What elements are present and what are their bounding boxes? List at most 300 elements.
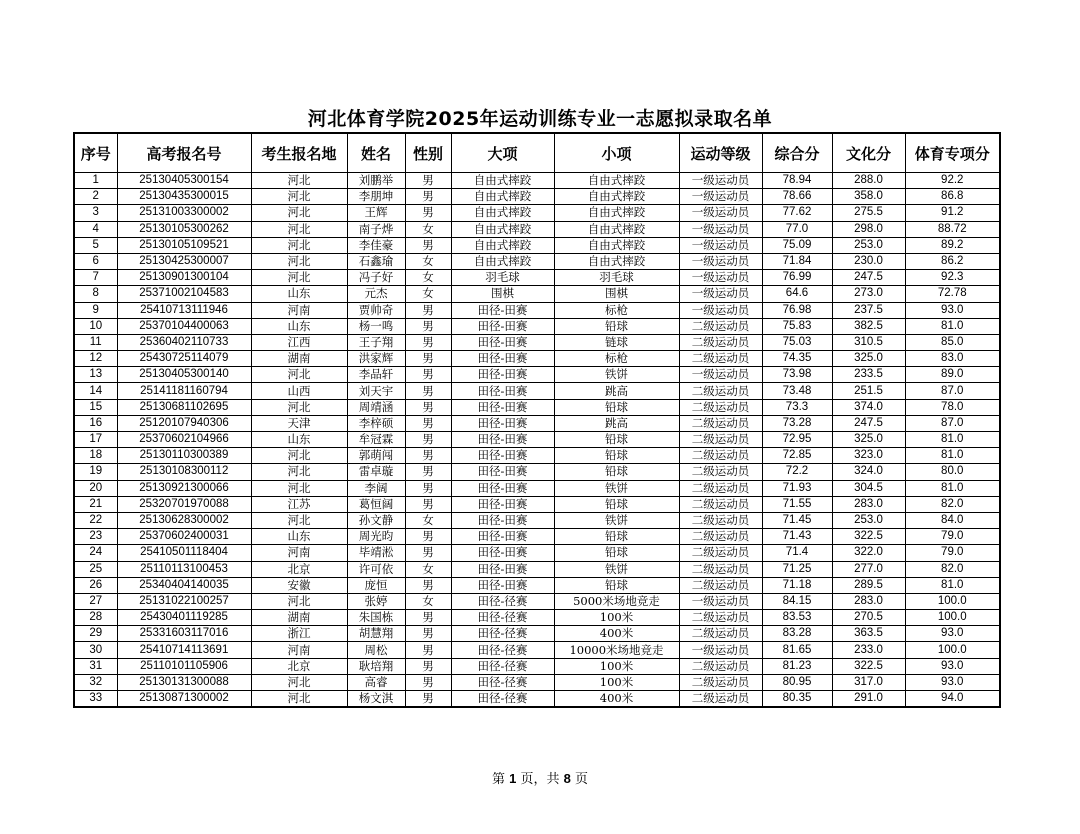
cell-gender: 女 bbox=[405, 593, 451, 609]
cell-total-score: 76.98 bbox=[762, 302, 832, 318]
cell-culture-score: 317.0 bbox=[832, 674, 905, 690]
cell-level: 一级运动员 bbox=[679, 237, 762, 253]
cell-total-score: 72.95 bbox=[762, 432, 832, 448]
table-row bbox=[74, 399, 1000, 415]
cell-level: 一级运动员 bbox=[679, 270, 762, 286]
cell-index: 3 bbox=[74, 205, 117, 221]
cell-exam-id: 25130105109521 bbox=[117, 237, 251, 253]
cell-name: 刘鹏举 bbox=[347, 173, 405, 189]
cell-level: 二级运动员 bbox=[679, 496, 762, 512]
cell-event: 5000米场地竞走 bbox=[554, 593, 679, 609]
cell-region: 安徽 bbox=[251, 577, 347, 593]
cell-name: 周光昀 bbox=[347, 529, 405, 545]
cell-event: 铅球 bbox=[554, 464, 679, 480]
cell-gender: 男 bbox=[405, 237, 451, 253]
cell-exam-id: 25430725114079 bbox=[117, 351, 251, 367]
col-header-region: 考生报名地 bbox=[251, 133, 347, 173]
table-row bbox=[74, 253, 1000, 269]
footer-total-pages: 8 bbox=[563, 771, 571, 786]
cell-event: 跳高 bbox=[554, 383, 679, 399]
cell-total-score: 71.25 bbox=[762, 561, 832, 577]
cell-culture-score: 291.0 bbox=[832, 691, 905, 708]
cell-index: 17 bbox=[74, 432, 117, 448]
cell-total-score: 84.15 bbox=[762, 593, 832, 609]
table-row bbox=[74, 577, 1000, 593]
cell-total-score: 83.53 bbox=[762, 610, 832, 626]
cell-level: 二级运动员 bbox=[679, 432, 762, 448]
cell-index: 16 bbox=[74, 415, 117, 431]
cell-name: 孙文静 bbox=[347, 512, 405, 528]
cell-sport-score: 84.0 bbox=[905, 512, 1000, 528]
cell-level: 二级运动员 bbox=[679, 351, 762, 367]
cell-culture-score: 298.0 bbox=[832, 221, 905, 237]
cell-region: 河南 bbox=[251, 545, 347, 561]
cell-level: 二级运动员 bbox=[679, 318, 762, 334]
cell-gender: 女 bbox=[405, 561, 451, 577]
cell-category: 田径-径赛 bbox=[451, 610, 554, 626]
cell-gender: 女 bbox=[405, 270, 451, 286]
col-header-name: 姓名 bbox=[347, 133, 405, 173]
cell-name: 王辉 bbox=[347, 205, 405, 221]
cell-sport-score: 89.0 bbox=[905, 367, 1000, 383]
cell-gender: 男 bbox=[405, 383, 451, 399]
cell-index: 10 bbox=[74, 318, 117, 334]
cell-event: 10000米场地竞走 bbox=[554, 642, 679, 658]
cell-region: 河北 bbox=[251, 464, 347, 480]
cell-name: 胡慧翔 bbox=[347, 626, 405, 642]
cell-region: 河北 bbox=[251, 173, 347, 189]
cell-name: 贾帅奇 bbox=[347, 302, 405, 318]
cell-total-score: 80.95 bbox=[762, 674, 832, 690]
cell-culture-score: 275.5 bbox=[832, 205, 905, 221]
page-footer bbox=[0, 768, 1080, 787]
cell-category: 田径-田赛 bbox=[451, 432, 554, 448]
cell-index: 21 bbox=[74, 496, 117, 512]
col-header-category: 大项 bbox=[451, 133, 554, 173]
cell-exam-id: 25131003300002 bbox=[117, 205, 251, 221]
cell-exam-id: 25410501118404 bbox=[117, 545, 251, 561]
cell-event: 围棋 bbox=[554, 286, 679, 302]
cell-category: 田径-田赛 bbox=[451, 545, 554, 561]
cell-gender: 男 bbox=[405, 189, 451, 205]
footer-middle: 页，共 bbox=[520, 772, 560, 787]
cell-sport-score: 87.0 bbox=[905, 383, 1000, 399]
cell-index: 13 bbox=[74, 367, 117, 383]
cell-name: 李佳豪 bbox=[347, 237, 405, 253]
cell-sport-score: 93.0 bbox=[905, 674, 1000, 690]
cell-region: 河北 bbox=[251, 270, 347, 286]
cell-sport-score: 80.0 bbox=[905, 464, 1000, 480]
table-row bbox=[74, 561, 1000, 577]
cell-region: 山东 bbox=[251, 432, 347, 448]
cell-category: 田径-田赛 bbox=[451, 383, 554, 399]
cell-level: 二级运动员 bbox=[679, 561, 762, 577]
cell-sport-score: 89.2 bbox=[905, 237, 1000, 253]
cell-level: 一级运动员 bbox=[679, 173, 762, 189]
cell-event: 铅球 bbox=[554, 318, 679, 334]
cell-culture-score: 325.0 bbox=[832, 351, 905, 367]
cell-category: 田径-径赛 bbox=[451, 593, 554, 609]
cell-gender: 男 bbox=[405, 642, 451, 658]
cell-culture-score: 288.0 bbox=[832, 173, 905, 189]
cell-exam-id: 25340404140035 bbox=[117, 577, 251, 593]
cell-region: 河北 bbox=[251, 512, 347, 528]
cell-region: 浙江 bbox=[251, 626, 347, 642]
cell-event: 铁饼 bbox=[554, 480, 679, 496]
cell-level: 一级运动员 bbox=[679, 593, 762, 609]
cell-exam-id: 25120107940306 bbox=[117, 415, 251, 431]
cell-event: 铅球 bbox=[554, 496, 679, 512]
cell-event: 跳高 bbox=[554, 415, 679, 431]
cell-gender: 男 bbox=[405, 674, 451, 690]
cell-index: 18 bbox=[74, 448, 117, 464]
cell-category: 田径-田赛 bbox=[451, 302, 554, 318]
cell-exam-id: 25130110300389 bbox=[117, 448, 251, 464]
cell-name: 石鑫瑜 bbox=[347, 253, 405, 269]
cell-culture-score: 322.5 bbox=[832, 658, 905, 674]
cell-culture-score: 273.0 bbox=[832, 286, 905, 302]
cell-gender: 女 bbox=[405, 253, 451, 269]
cell-sport-score: 93.0 bbox=[905, 626, 1000, 642]
cell-exam-id: 25130405300154 bbox=[117, 173, 251, 189]
cell-sport-score: 91.2 bbox=[905, 205, 1000, 221]
cell-index: 14 bbox=[74, 383, 117, 399]
cell-name: 冯子好 bbox=[347, 270, 405, 286]
cell-level: 二级运动员 bbox=[679, 464, 762, 480]
cell-index: 11 bbox=[74, 334, 117, 350]
cell-name: 周松 bbox=[347, 642, 405, 658]
cell-region: 山东 bbox=[251, 529, 347, 545]
cell-event: 自由式摔跤 bbox=[554, 221, 679, 237]
cell-name: 张婷 bbox=[347, 593, 405, 609]
cell-total-score: 81.23 bbox=[762, 658, 832, 674]
cell-culture-score: 253.0 bbox=[832, 237, 905, 253]
cell-gender: 男 bbox=[405, 432, 451, 448]
table-row bbox=[74, 318, 1000, 334]
cell-event: 铅球 bbox=[554, 545, 679, 561]
table-row bbox=[74, 512, 1000, 528]
cell-index: 2 bbox=[74, 189, 117, 205]
cell-index: 12 bbox=[74, 351, 117, 367]
cell-level: 二级运动员 bbox=[679, 658, 762, 674]
cell-event: 自由式摔跤 bbox=[554, 205, 679, 221]
cell-exam-id: 25110113100453 bbox=[117, 561, 251, 577]
cell-event: 铅球 bbox=[554, 577, 679, 593]
table-row bbox=[74, 674, 1000, 690]
cell-total-score: 76.99 bbox=[762, 270, 832, 286]
cell-index: 32 bbox=[74, 674, 117, 690]
cell-level: 二级运动员 bbox=[679, 674, 762, 690]
cell-gender: 男 bbox=[405, 351, 451, 367]
cell-exam-id: 25131022100257 bbox=[117, 593, 251, 609]
cell-name: 耿培翔 bbox=[347, 658, 405, 674]
cell-category: 田径-径赛 bbox=[451, 691, 554, 708]
cell-culture-score: 289.5 bbox=[832, 577, 905, 593]
cell-sport-score: 100.0 bbox=[905, 610, 1000, 626]
cell-exam-id: 25130425300007 bbox=[117, 253, 251, 269]
cell-sport-score: 87.0 bbox=[905, 415, 1000, 431]
cell-culture-score: 247.5 bbox=[832, 415, 905, 431]
cell-exam-id: 25130921300066 bbox=[117, 480, 251, 496]
cell-index: 22 bbox=[74, 512, 117, 528]
cell-event: 自由式摔跤 bbox=[554, 237, 679, 253]
cell-region: 河南 bbox=[251, 642, 347, 658]
cell-region: 湖南 bbox=[251, 610, 347, 626]
cell-gender: 女 bbox=[405, 286, 451, 302]
cell-event: 铁饼 bbox=[554, 512, 679, 528]
cell-sport-score: 82.0 bbox=[905, 496, 1000, 512]
cell-exam-id: 25370104400063 bbox=[117, 318, 251, 334]
cell-gender: 男 bbox=[405, 205, 451, 221]
cell-category: 田径-径赛 bbox=[451, 642, 554, 658]
cell-name: 周靖涵 bbox=[347, 399, 405, 415]
cell-level: 二级运动员 bbox=[679, 610, 762, 626]
cell-culture-score: 277.0 bbox=[832, 561, 905, 577]
cell-region: 河北 bbox=[251, 480, 347, 496]
col-header-culture-score: 文化分 bbox=[832, 133, 905, 173]
cell-category: 田径-径赛 bbox=[451, 626, 554, 642]
cell-exam-id: 25370602104966 bbox=[117, 432, 251, 448]
cell-index: 23 bbox=[74, 529, 117, 545]
cell-event: 链球 bbox=[554, 334, 679, 350]
cell-exam-id: 25371002104583 bbox=[117, 286, 251, 302]
cell-sport-score: 85.0 bbox=[905, 334, 1000, 350]
cell-total-score: 73.28 bbox=[762, 415, 832, 431]
cell-gender: 男 bbox=[405, 658, 451, 674]
cell-index: 15 bbox=[74, 399, 117, 415]
cell-event: 400米 bbox=[554, 691, 679, 708]
cell-total-score: 72.2 bbox=[762, 464, 832, 480]
cell-culture-score: 270.5 bbox=[832, 610, 905, 626]
admission-list-table bbox=[73, 132, 1001, 708]
cell-sport-score: 86.2 bbox=[905, 253, 1000, 269]
cell-exam-id: 25130405300140 bbox=[117, 367, 251, 383]
cell-sport-score: 72.78 bbox=[905, 286, 1000, 302]
cell-exam-id: 25320701970088 bbox=[117, 496, 251, 512]
cell-event: 羽毛球 bbox=[554, 270, 679, 286]
table-row bbox=[74, 173, 1000, 189]
cell-name: 李朋坤 bbox=[347, 189, 405, 205]
table-header-row bbox=[74, 133, 1000, 173]
table-row bbox=[74, 593, 1000, 609]
cell-sport-score: 93.0 bbox=[905, 658, 1000, 674]
cell-sport-score: 93.0 bbox=[905, 302, 1000, 318]
cell-name: 李阔 bbox=[347, 480, 405, 496]
cell-sport-score: 79.0 bbox=[905, 545, 1000, 561]
cell-gender: 男 bbox=[405, 496, 451, 512]
cell-gender: 男 bbox=[405, 480, 451, 496]
table-row bbox=[74, 367, 1000, 383]
cell-culture-score: 283.0 bbox=[832, 593, 905, 609]
table-row bbox=[74, 383, 1000, 399]
cell-gender: 男 bbox=[405, 448, 451, 464]
cell-category: 田径-径赛 bbox=[451, 658, 554, 674]
cell-region: 山东 bbox=[251, 318, 347, 334]
table-row bbox=[74, 432, 1000, 448]
cell-gender: 男 bbox=[405, 399, 451, 415]
cell-category: 田径-田赛 bbox=[451, 496, 554, 512]
cell-level: 二级运动员 bbox=[679, 529, 762, 545]
cell-region: 河北 bbox=[251, 367, 347, 383]
cell-event: 铁饼 bbox=[554, 561, 679, 577]
col-header-total-score: 综合分 bbox=[762, 133, 832, 173]
cell-name: 南子烨 bbox=[347, 221, 405, 237]
cell-name: 高睿 bbox=[347, 674, 405, 690]
cell-exam-id: 25410713111946 bbox=[117, 302, 251, 318]
cell-name: 李品轩 bbox=[347, 367, 405, 383]
cell-total-score: 64.6 bbox=[762, 286, 832, 302]
cell-exam-id: 25430401119285 bbox=[117, 610, 251, 626]
cell-category: 田径-田赛 bbox=[451, 464, 554, 480]
table-row bbox=[74, 545, 1000, 561]
cell-category: 自由式摔跤 bbox=[451, 221, 554, 237]
cell-sport-score: 81.0 bbox=[905, 448, 1000, 464]
cell-exam-id: 25370602400031 bbox=[117, 529, 251, 545]
cell-level: 一级运动员 bbox=[679, 205, 762, 221]
cell-region: 河北 bbox=[251, 237, 347, 253]
cell-category: 田径-田赛 bbox=[451, 577, 554, 593]
cell-region: 河北 bbox=[251, 253, 347, 269]
cell-region: 河南 bbox=[251, 302, 347, 318]
table-row bbox=[74, 221, 1000, 237]
cell-index: 31 bbox=[74, 658, 117, 674]
cell-exam-id: 25130901300104 bbox=[117, 270, 251, 286]
cell-level: 二级运动员 bbox=[679, 512, 762, 528]
cell-culture-score: 251.5 bbox=[832, 383, 905, 399]
cell-total-score: 75.09 bbox=[762, 237, 832, 253]
cell-sport-score: 79.0 bbox=[905, 529, 1000, 545]
table-row bbox=[74, 286, 1000, 302]
cell-sport-score: 94.0 bbox=[905, 691, 1000, 708]
cell-name: 朱国栋 bbox=[347, 610, 405, 626]
cell-total-score: 71.84 bbox=[762, 253, 832, 269]
cell-gender: 女 bbox=[405, 221, 451, 237]
cell-level: 二级运动员 bbox=[679, 577, 762, 593]
cell-culture-score: 363.5 bbox=[832, 626, 905, 642]
cell-total-score: 71.4 bbox=[762, 545, 832, 561]
cell-region: 河北 bbox=[251, 205, 347, 221]
table-row bbox=[74, 658, 1000, 674]
cell-total-score: 74.35 bbox=[762, 351, 832, 367]
cell-culture-score: 230.0 bbox=[832, 253, 905, 269]
cell-index: 9 bbox=[74, 302, 117, 318]
cell-category: 田径-田赛 bbox=[451, 448, 554, 464]
cell-index: 8 bbox=[74, 286, 117, 302]
cell-index: 27 bbox=[74, 593, 117, 609]
table-row bbox=[74, 642, 1000, 658]
cell-sport-score: 78.0 bbox=[905, 399, 1000, 415]
cell-sport-score: 81.0 bbox=[905, 318, 1000, 334]
cell-culture-score: 323.0 bbox=[832, 448, 905, 464]
cell-event: 铅球 bbox=[554, 529, 679, 545]
cell-sport-score: 86.8 bbox=[905, 189, 1000, 205]
cell-gender: 男 bbox=[405, 577, 451, 593]
cell-gender: 男 bbox=[405, 529, 451, 545]
cell-level: 二级运动员 bbox=[679, 626, 762, 642]
table-row bbox=[74, 189, 1000, 205]
col-header-gender: 性别 bbox=[405, 133, 451, 173]
cell-sport-score: 100.0 bbox=[905, 642, 1000, 658]
table-row bbox=[74, 351, 1000, 367]
cell-sport-score: 92.3 bbox=[905, 270, 1000, 286]
cell-culture-score: 358.0 bbox=[832, 189, 905, 205]
cell-event: 铅球 bbox=[554, 432, 679, 448]
cell-category: 田径-田赛 bbox=[451, 529, 554, 545]
table-row bbox=[74, 205, 1000, 221]
cell-region: 河北 bbox=[251, 674, 347, 690]
cell-culture-score: 283.0 bbox=[832, 496, 905, 512]
document-title: 河北体育学院2025年运动训练专业一志愿拟录取名单 bbox=[307, 108, 773, 130]
table-row bbox=[74, 480, 1000, 496]
cell-gender: 男 bbox=[405, 302, 451, 318]
cell-sport-score: 92.2 bbox=[905, 173, 1000, 189]
cell-gender: 男 bbox=[405, 367, 451, 383]
footer-suffix: 页 bbox=[575, 772, 589, 787]
cell-gender: 男 bbox=[405, 545, 451, 561]
cell-index: 25 bbox=[74, 561, 117, 577]
cell-region: 北京 bbox=[251, 561, 347, 577]
cell-index: 28 bbox=[74, 610, 117, 626]
cell-category: 自由式摔跤 bbox=[451, 173, 554, 189]
cell-level: 二级运动员 bbox=[679, 691, 762, 708]
table-row bbox=[74, 302, 1000, 318]
cell-gender: 男 bbox=[405, 334, 451, 350]
cell-category: 田径-田赛 bbox=[451, 351, 554, 367]
cell-index: 19 bbox=[74, 464, 117, 480]
cell-level: 一级运动员 bbox=[679, 221, 762, 237]
cell-total-score: 80.35 bbox=[762, 691, 832, 708]
cell-region: 河北 bbox=[251, 189, 347, 205]
cell-gender: 男 bbox=[405, 626, 451, 642]
cell-name: 杨文淇 bbox=[347, 691, 405, 708]
cell-region: 河北 bbox=[251, 593, 347, 609]
cell-total-score: 77.0 bbox=[762, 221, 832, 237]
cell-region: 江西 bbox=[251, 334, 347, 350]
cell-culture-score: 237.5 bbox=[832, 302, 905, 318]
table-row bbox=[74, 626, 1000, 642]
cell-total-score: 71.43 bbox=[762, 529, 832, 545]
col-header-exam-id: 高考报名号 bbox=[117, 133, 251, 173]
cell-region: 江苏 bbox=[251, 496, 347, 512]
cell-total-score: 75.83 bbox=[762, 318, 832, 334]
cell-category: 自由式摔跤 bbox=[451, 237, 554, 253]
cell-sport-score: 81.0 bbox=[905, 480, 1000, 496]
cell-level: 一级运动员 bbox=[679, 302, 762, 318]
cell-event: 标枪 bbox=[554, 351, 679, 367]
cell-exam-id: 25360402110733 bbox=[117, 334, 251, 350]
cell-culture-score: 233.0 bbox=[832, 642, 905, 658]
cell-gender: 男 bbox=[405, 610, 451, 626]
cell-culture-score: 233.5 bbox=[832, 367, 905, 383]
col-header-index: 序号 bbox=[74, 133, 117, 173]
table-row bbox=[74, 237, 1000, 253]
cell-total-score: 78.94 bbox=[762, 173, 832, 189]
cell-category: 田径-田赛 bbox=[451, 415, 554, 431]
cell-region: 河北 bbox=[251, 399, 347, 415]
cell-level: 二级运动员 bbox=[679, 480, 762, 496]
col-header-level: 运动等级 bbox=[679, 133, 762, 173]
table-row bbox=[74, 464, 1000, 480]
cell-total-score: 75.03 bbox=[762, 334, 832, 350]
cell-total-score: 77.62 bbox=[762, 205, 832, 221]
cell-level: 一级运动员 bbox=[679, 286, 762, 302]
table-row bbox=[74, 496, 1000, 512]
cell-index: 33 bbox=[74, 691, 117, 708]
cell-index: 26 bbox=[74, 577, 117, 593]
cell-sport-score: 82.0 bbox=[905, 561, 1000, 577]
cell-exam-id: 25130681102695 bbox=[117, 399, 251, 415]
cell-region: 北京 bbox=[251, 658, 347, 674]
